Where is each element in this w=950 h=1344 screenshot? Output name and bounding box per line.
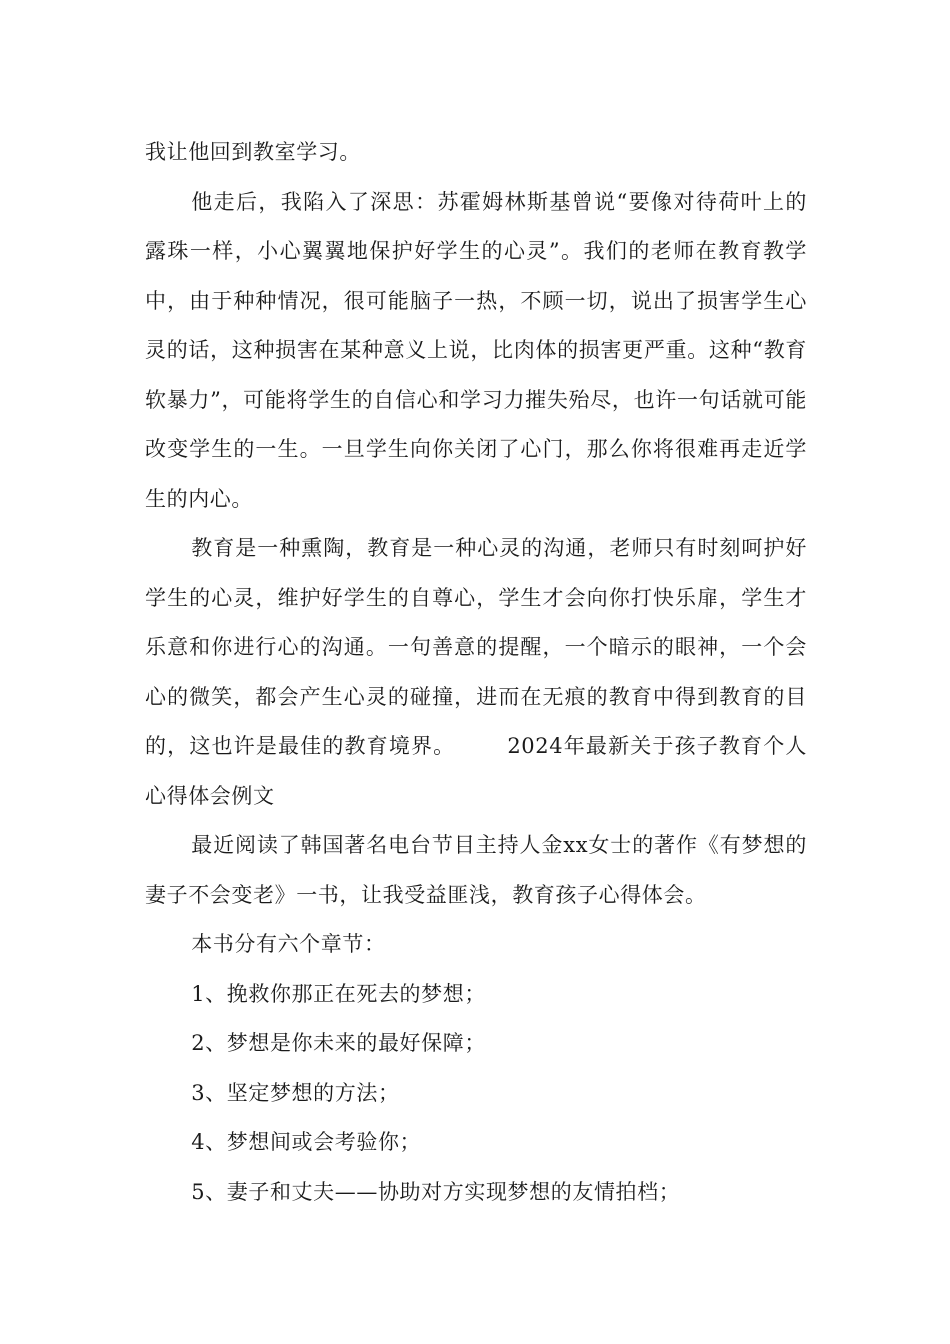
paragraph-chapter-intro: 本书分有六个章节：	[191, 932, 386, 956]
chapter-list-item: 3、坚定梦想的方法；	[191, 1080, 400, 1105]
document-body	[145, 128, 807, 1217]
paragraph-education-essence-text: 教育是一种熏陶，教育是一种心灵的沟通，老师只有时刻呵护好学生的心灵，维护好学生的自尊心，学生才会向你打快乐扉，学生才乐意和你进行心的沟通。一句善意的提醒，一个暗示的眼神，一个会心的微笑，都会产生心灵的碰撞，进而在无痕的教育中得到教育的目的，这也许是最佳的教育境界。	[145, 536, 807, 758]
chapter-list-item: 5、妻子和丈夫——协助对方实现梦想的友情拍档；	[191, 1179, 681, 1204]
paragraph-reflection: 他走后，我陷入了深思：苏霍姆林斯基曾说“要像对待荷叶上的露珠一样，小心翼翼地保护好学生的心灵”。我们的老师在教育教学中，由于种种情况，很可能脑子一热，不顾一切，说出了损害学生心灵的话，这种损害在某种意义上说，比肉体的损害更严重。这种“教育软暴力”，可能将学生的自信心和学习力摧失殆尽，也许一句话就可能改变学生的一生。一旦学生向你关闭了心门，那么你将很难再走近学生的内心。	[145, 189, 807, 511]
chapter-list-item: 2、梦想是你未来的最好保障；	[191, 1031, 486, 1055]
paragraph-continuation: 我让他回到教室学习。	[145, 140, 361, 164]
article-heading-inline: 2024年最新关于孩子教育个人心得体会例文	[145, 734, 807, 808]
chapter-list-item: 4、梦想间或会考验你；	[191, 1130, 422, 1154]
paragraph-education-essence	[145, 524, 807, 821]
chapter-list-item: 1、挽救你那正在死去的梦想；	[191, 981, 486, 1006]
paragraph-book-intro: 最近阅读了韩国著名电台节目主持人金xx女士的著作《有梦想的妻子不会变老》一书，让我受益匪浅，教育孩子心得体会。	[145, 833, 807, 907]
